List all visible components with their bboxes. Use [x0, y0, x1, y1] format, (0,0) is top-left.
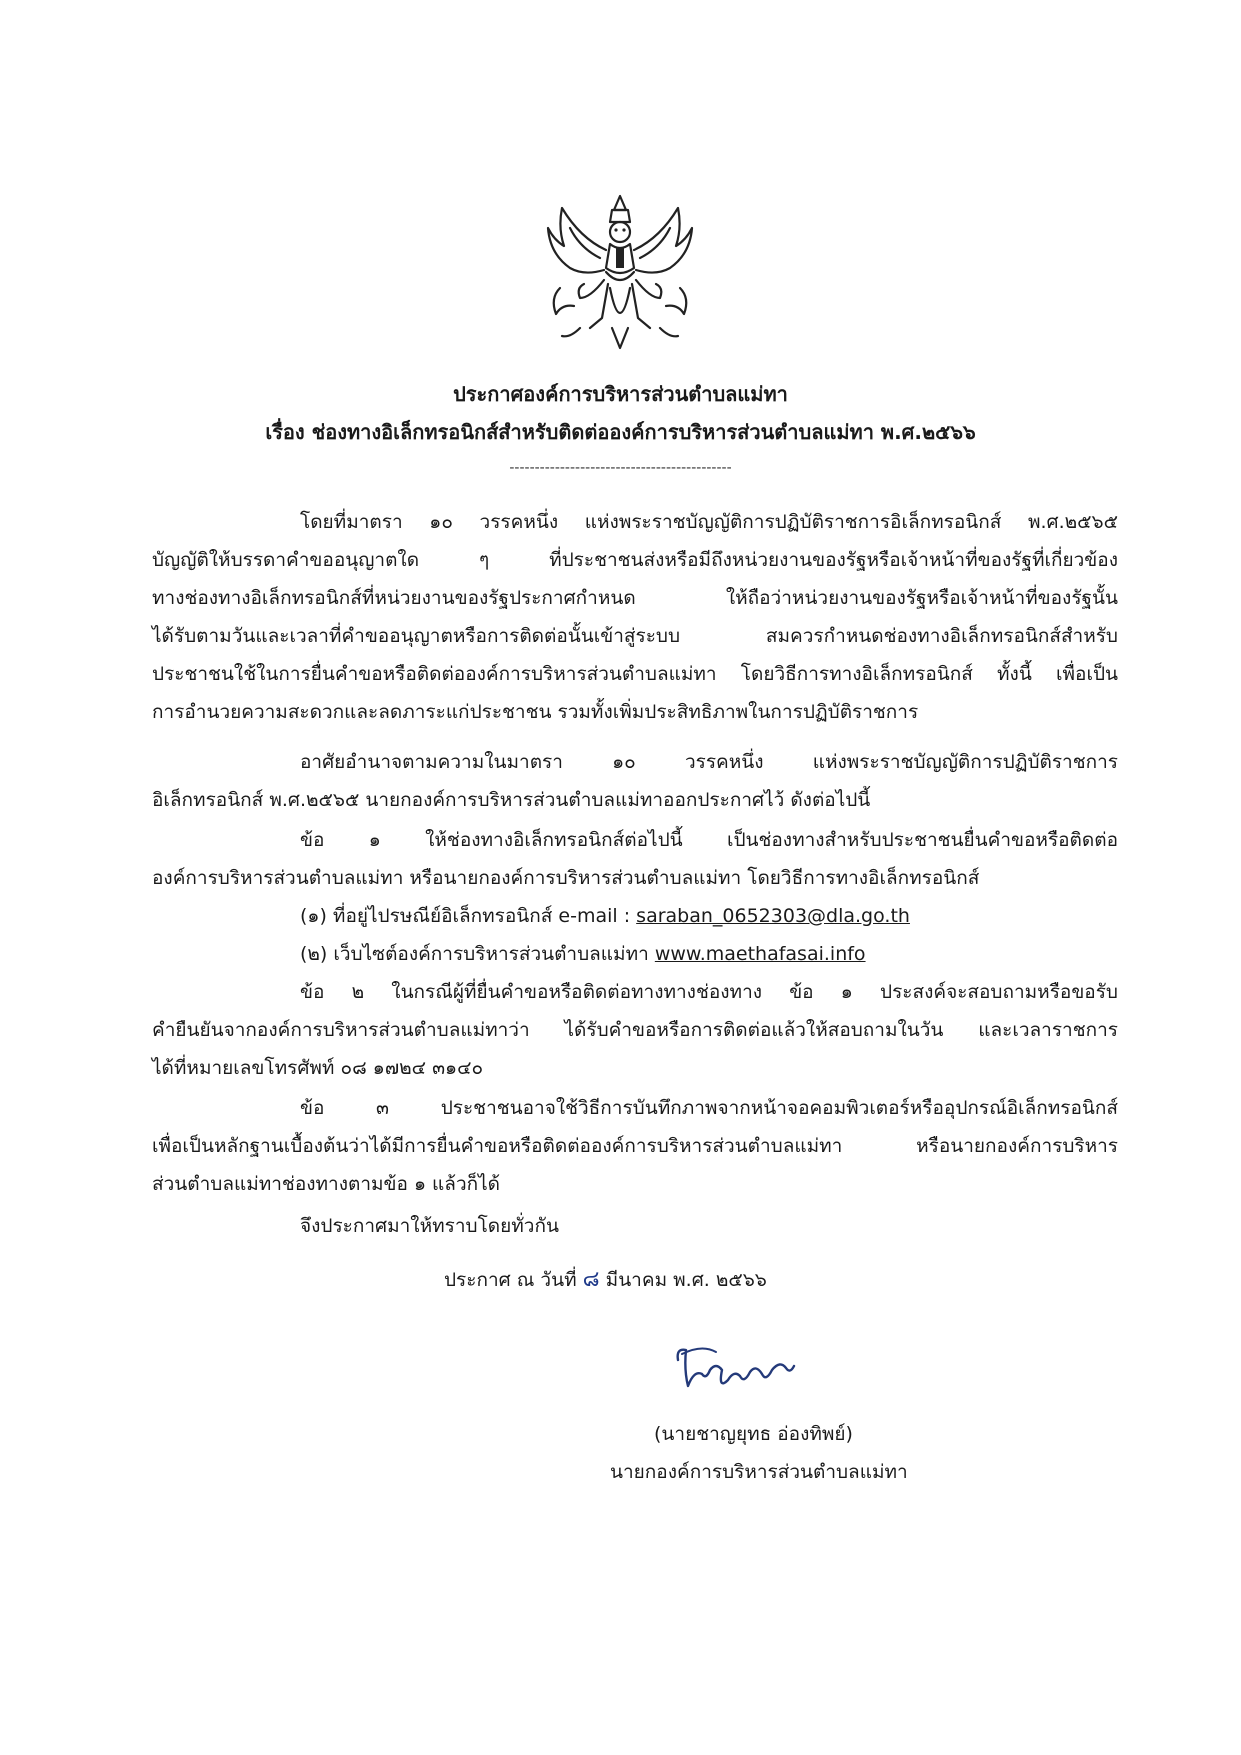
- website-label: (๒) เว็บไซต์องค์การบริหารส่วนตำบลแม่ทา: [300, 943, 649, 965]
- announcement-title: ประกาศองค์การบริหารส่วนตำบลแม่ทา: [453, 382, 788, 406]
- announcement-subject: เรื่อง ช่องทางอิเล็กทรอนิกส์สำหรับติดต่อองค์การบริหารส่วนตำบลแม่ทา พ.ศ.๒๕๖๖: [265, 420, 976, 444]
- paragraph-2-line-2: อิเล็กทรอนิกส์ พ.ศ.๒๕๖๕ นายกองค์การบริหารส่วนตำบลแม่ทาออกประกาศไว้ ดังต่อไปนี้: [152, 789, 871, 811]
- website-link[interactable]: www.maethafasai.info: [654, 943, 866, 965]
- clause-3-line-2: เพื่อเป็นหลักฐานเบื้องต้นว่าได้มีการยื่นคำขอหรือติดต่อองค์การบริหารส่วนตำบลแม่ทา หรือนายกองค์การบริหาร: [152, 1135, 1118, 1157]
- paragraph-1-line-3: ทางช่องทางอิเล็กทรอนิกส์ที่หน่วยงานของรัฐประกาศกำหนด ให้ถือว่าหน่วยงานของรัฐหรือเจ้าหน้าที่ของรัฐนั้น: [152, 587, 1118, 609]
- paragraph-1-line-6: การอำนวยความสะดวกและลดภาระแก่ประชาชน รวมทั้งเพิ่มประสิทธิภาพในการปฏิบัติราชการ: [152, 701, 919, 723]
- date-rest: มีนาคม พ.ศ. ๒๕๖๖: [605, 1269, 767, 1291]
- header-divider: --------------------------------------------: [509, 460, 732, 476]
- clause-3-line-3: ส่วนตำบลแม่ทาช่องทางตามข้อ ๑ แล้วก็ได้: [152, 1173, 501, 1195]
- garuda-emblem-icon: [540, 188, 700, 353]
- email-label: (๑) ที่อยู่ไปรษณีย์อิเล็กทรอนิกส์ e-mail :: [300, 905, 631, 927]
- announcement-date: [444, 1266, 767, 1294]
- paragraph-1-line-5: ประชาชนใช้ในการยื่นคำขอหรือติดต่อองค์การบริหารส่วนตำบลแม่ทา โดยวิธีการทางอิเล็กทรอนิกส์ ทั้งนี้ เพื่อเป็น: [152, 663, 1118, 685]
- date-prefix: ประกาศ ณ วันที่: [444, 1269, 577, 1291]
- email-link[interactable]: saraban_0652303@dla.go.th: [636, 905, 910, 927]
- clause-3-line-1: ข้อ ๓ ประชาชนอาจใช้วิธีการบันทึกภาพจากหน้าจอคอมพิวเตอร์หรืออุปกรณ์อิเล็กทรอนิกส์: [300, 1097, 1118, 1119]
- clause-1-line-2: องค์การบริหารส่วนตำบลแม่ทา หรือนายกองค์การบริหารส่วนตำบลแม่ทา โดยวิธีการทางอิเล็กทรอนิกส์: [152, 867, 980, 889]
- email-line: [300, 902, 910, 930]
- signature-icon: [672, 1340, 802, 1400]
- clause-2-line-2: คำยืนยันจากองค์การบริหารส่วนตำบลแม่ทาว่า ได้รับคำขอหรือการติดต่อแล้วให้สอบถามในวัน และเวลาราชการ: [152, 1019, 1118, 1041]
- paragraph-1-line-4: ได้รับตามวันและเวลาที่คำขออนุญาตหรือการติดต่อนั้นเข้าสู่ระบบ สมควรกำหนดช่องทางอิเล็กทรอนิกส์สำหรับ: [152, 625, 1118, 647]
- clause-1-line-1: ข้อ ๑ ให้ช่องทางอิเล็กทรอนิกส์ต่อไปนี้ เป็นช่องทางสำหรับประชาชนยื่นคำขอหรือติดต่อ: [300, 829, 1118, 851]
- paragraph-1-line-2: บัญญัติให้บรรดาคำขออนุญาตใด ๆ ที่ประชาชนส่งหรือมีถึงหน่วยงานของรัฐหรือเจ้าหน้าที่ของรัฐที่เกี่ยวข้อง: [152, 549, 1118, 571]
- date-day: ๘: [582, 1267, 600, 1292]
- clause-2-line-1: ข้อ ๒ ในกรณีผู้ที่ยื่นคำขอหรือติดต่อทางทางช่องทาง ข้อ ๑ ประสงค์จะสอบถามหรือขอรับ: [300, 981, 1118, 1003]
- signatory-position: นายกองค์การบริหารส่วนตำบลแม่ทา: [610, 1461, 908, 1483]
- closing-statement: จึงประกาศมาให้ทราบโดยทั่วกัน: [300, 1215, 559, 1237]
- website-line: [300, 940, 866, 968]
- signatory-name: (นายชาญยุทธ อ่องทิพย์): [654, 1423, 853, 1445]
- paragraph-1-line-1: โดยที่มาตรา ๑๐ วรรคหนึ่ง แห่งพระราชบัญญัติการปฏิบัติราชการอิเล็กทรอนิกส์ พ.ศ.๒๕๖๕: [300, 511, 1118, 533]
- paragraph-2-line-1: อาศัยอำนาจตามความในมาตรา ๑๐ วรรคหนึ่ง แห่งพระราชบัญญัติการปฏิบัติราชการ: [300, 751, 1118, 773]
- clause-2-line-3: ได้ที่หมายเลขโทรศัพท์ ๐๘ ๑๗๒๔ ๓๑๔๐: [152, 1057, 484, 1079]
